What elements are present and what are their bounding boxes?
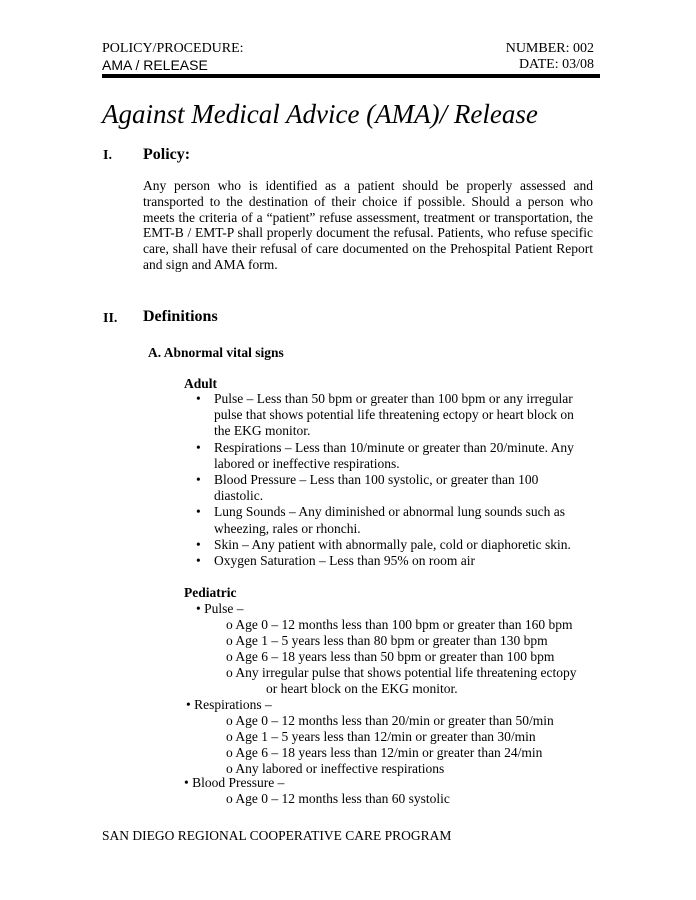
policy-date: DATE: 03/08	[518, 57, 594, 72]
section-2-heading: Definitions	[143, 308, 218, 325]
section-2-number: II.	[103, 311, 118, 326]
header-rule	[102, 74, 600, 78]
section-1-heading: Policy:	[143, 146, 191, 163]
list-item: • Oxygen Saturation – Less than 95% on room air	[196, 553, 475, 569]
pediatric-pulse-label: • Pulse –	[196, 601, 244, 616]
pulse-item: o Age 6 – 18 years less than 50 bpm or greater than 100 bpm	[226, 649, 555, 664]
adult-vitals-list	[190, 391, 590, 569]
policy-label: POLICY/PROCEDURE:	[102, 41, 244, 56]
pulse-item-continued: or heart block on the EKG monitor.	[266, 681, 458, 696]
respirations-item: o Age 0 – 12 months less than 20/min or greater than 50/min	[226, 713, 554, 728]
pulse-item: o Age 1 – 5 years less than 80 bpm or greater than 130 bpm	[226, 633, 548, 648]
respirations-item: o Any labored or ineffective respirations	[226, 761, 445, 776]
bp-item: o Age 0 – 12 months less than 60 systolic	[226, 791, 450, 806]
pulse-item: o Any irregular pulse that shows potential life threatening ectopy	[226, 665, 577, 680]
pediatric-bp-label: • Blood Pressure –	[184, 775, 285, 790]
list-item: • Respirations – Less than 10/minute or greater than 20/minute. Any labored or ineffective respirations.	[196, 439, 574, 471]
list-item: • Pulse – Less than 50 bpm or greater than 100 bpm or any irregular pulse that shows potential life threatening ectopy or heart block on the EKG monitor.	[196, 391, 574, 439]
pediatric-respirations-label: • Respirations –	[186, 697, 272, 712]
pulse-item: o Age 0 – 12 months less than 100 bpm or greater than 160 bpm	[226, 617, 573, 632]
page-footer: SAN DIEGO REGIONAL COOPERATIVE CARE PROGRAM	[102, 828, 452, 843]
document-title: Against Medical Advice (AMA)/ Release	[102, 99, 538, 129]
list-item: • Blood Pressure – Less than 100 systolic, or greater than 100 diastolic.	[196, 472, 539, 504]
policy-paragraph: Any person who is identified as a patient should be properly assessed and transported to the destination of their choice if possible. Should a person who meets the criteria of a “patient” refuse assessment, treatment or transportation, the EMT-B / EMT-P shall properly document the refusal. Patients, who refuse specific care, shall have their refusal of care documented on the Prehospital Patient Report and sign and AMA form.	[143, 178, 593, 272]
respirations-item: o Age 1 – 5 years less than 12/min or greater than 30/min	[226, 729, 536, 744]
policy-value: AMA / RELEASE	[102, 57, 208, 73]
section-1-number: I.	[103, 148, 112, 163]
adult-heading: Adult	[184, 376, 218, 391]
list-item: • Lung Sounds – Any diminished or abnormal lung sounds such as wheezing, rales or rhonchi.	[196, 504, 565, 536]
list-item: • Skin – Any patient with abnormally pale, cold or diaphoretic skin.	[196, 536, 571, 552]
subsection-a-heading: A. Abnormal vital signs	[148, 345, 284, 360]
respirations-item: o Age 6 – 18 years less than 12/min or greater than 24/min	[226, 745, 543, 760]
policy-number: NUMBER: 002	[505, 41, 594, 56]
pediatric-heading: Pediatric	[184, 585, 237, 600]
